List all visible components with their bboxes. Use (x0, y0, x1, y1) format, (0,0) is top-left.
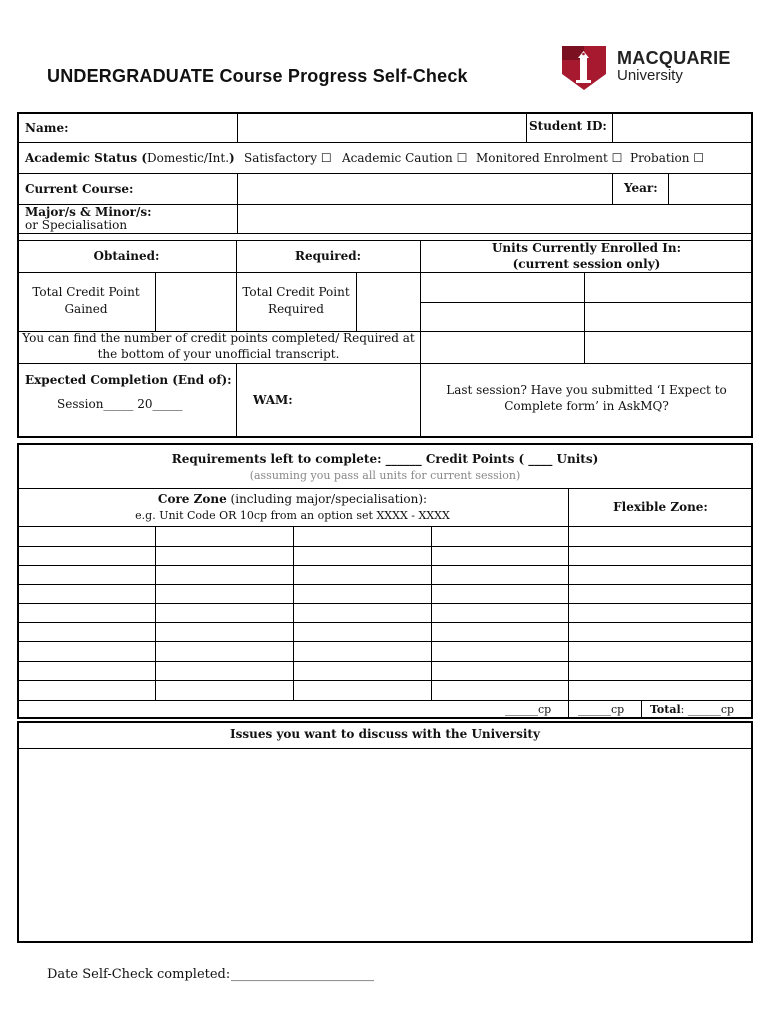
requirements-heading: Requirements left to complete: ______ Credit Points ( ____ Units) (171, 452, 599, 466)
core-unit-grid[interactable] (19, 528, 567, 699)
logo-wordmark: MACQUARIE (617, 48, 731, 68)
student-id-field[interactable] (614, 114, 751, 141)
obtained-label: Obtained: (93, 249, 160, 263)
total-required-label: Total Credit Point Required (242, 285, 350, 316)
major-minor-label: Major/s & Minor/s: (25, 205, 152, 219)
flexible-cp-total[interactable]: ______cp (578, 703, 625, 716)
date-completed-field[interactable]: ______________________ (231, 967, 374, 982)
expect-to-complete-question: Last session? Have you submitted ‘I Expect to Complete form’ in AskMQ? (446, 383, 727, 413)
name-label: Name: (25, 121, 69, 135)
current-course-label: Current Course: (25, 182, 134, 196)
academic-status-label: Academic Status (Domestic/Int.) (25, 151, 235, 165)
core-zone-title: Core Zone (including major/specialisation): (157, 492, 428, 506)
units-enrolled-subtitle: (current session only) (512, 257, 661, 271)
date-completed-label: Date Self-Check completed: (47, 967, 231, 982)
overall-cp-total[interactable]: Total: ______cp (650, 703, 735, 716)
total-required-field[interactable] (358, 274, 419, 330)
status-option-satisfactory[interactable]: Satisfactory ☐ (244, 151, 332, 165)
session-year-field[interactable]: Session_____ 20_____ (57, 397, 183, 411)
status-option-academic-caution[interactable]: Academic Caution ☐ (342, 151, 468, 165)
major-minor-field[interactable] (239, 206, 751, 232)
flexible-zone-title: Flexible Zone: (613, 500, 708, 514)
flexible-unit-list[interactable] (570, 528, 751, 699)
specialisation-label: or Specialisation (25, 218, 128, 232)
enrolled-unit-field[interactable] (422, 274, 583, 301)
issues-textarea[interactable] (19, 750, 751, 941)
enrolled-unit-field[interactable] (586, 304, 751, 330)
requirements-note: (assuming you pass all units for current session) (249, 469, 521, 482)
expected-completion-label: Expected Completion (End of): (25, 373, 232, 387)
units-enrolled-title: Units Currently Enrolled In: (491, 241, 682, 255)
wam-field[interactable] (300, 366, 418, 436)
enrolled-unit-field[interactable] (586, 274, 751, 301)
issues-heading: Issues you want to discuss with the University (230, 727, 540, 741)
status-option-monitored-enrolment[interactable]: Monitored Enrolment ☐ (476, 151, 623, 165)
current-course-field[interactable] (239, 175, 611, 203)
total-gained-field[interactable] (157, 274, 235, 330)
required-label: Required: (294, 249, 362, 263)
lighthouse-crest-icon (562, 44, 608, 92)
name-field[interactable] (239, 114, 525, 141)
page-title: UNDERGRADUATE Course Progress Self-Check (47, 66, 468, 86)
enrolled-unit-field[interactable] (422, 333, 583, 362)
enrolled-unit-field[interactable] (422, 304, 583, 330)
student-id-label: Student ID: (529, 119, 607, 133)
university-logo (562, 44, 732, 92)
core-zone-example: e.g. Unit Code OR 10cp from an option set XXXX - XXXX (135, 509, 450, 522)
wam-label: WAM: (253, 393, 293, 407)
core-cp-total[interactable]: ______cp (505, 703, 552, 716)
total-gained-label: Total Credit Point Gained (32, 285, 140, 316)
status-option-probation[interactable]: Probation ☐ (630, 151, 705, 165)
enrolled-unit-field[interactable] (586, 333, 751, 362)
year-field[interactable] (670, 175, 751, 203)
transcript-note: You can find the number of credit points completed/ Required at the bottom of your unofficial transcript. (22, 331, 415, 361)
logo-subtitle: University (617, 67, 683, 84)
year-label: Year: (624, 181, 658, 195)
